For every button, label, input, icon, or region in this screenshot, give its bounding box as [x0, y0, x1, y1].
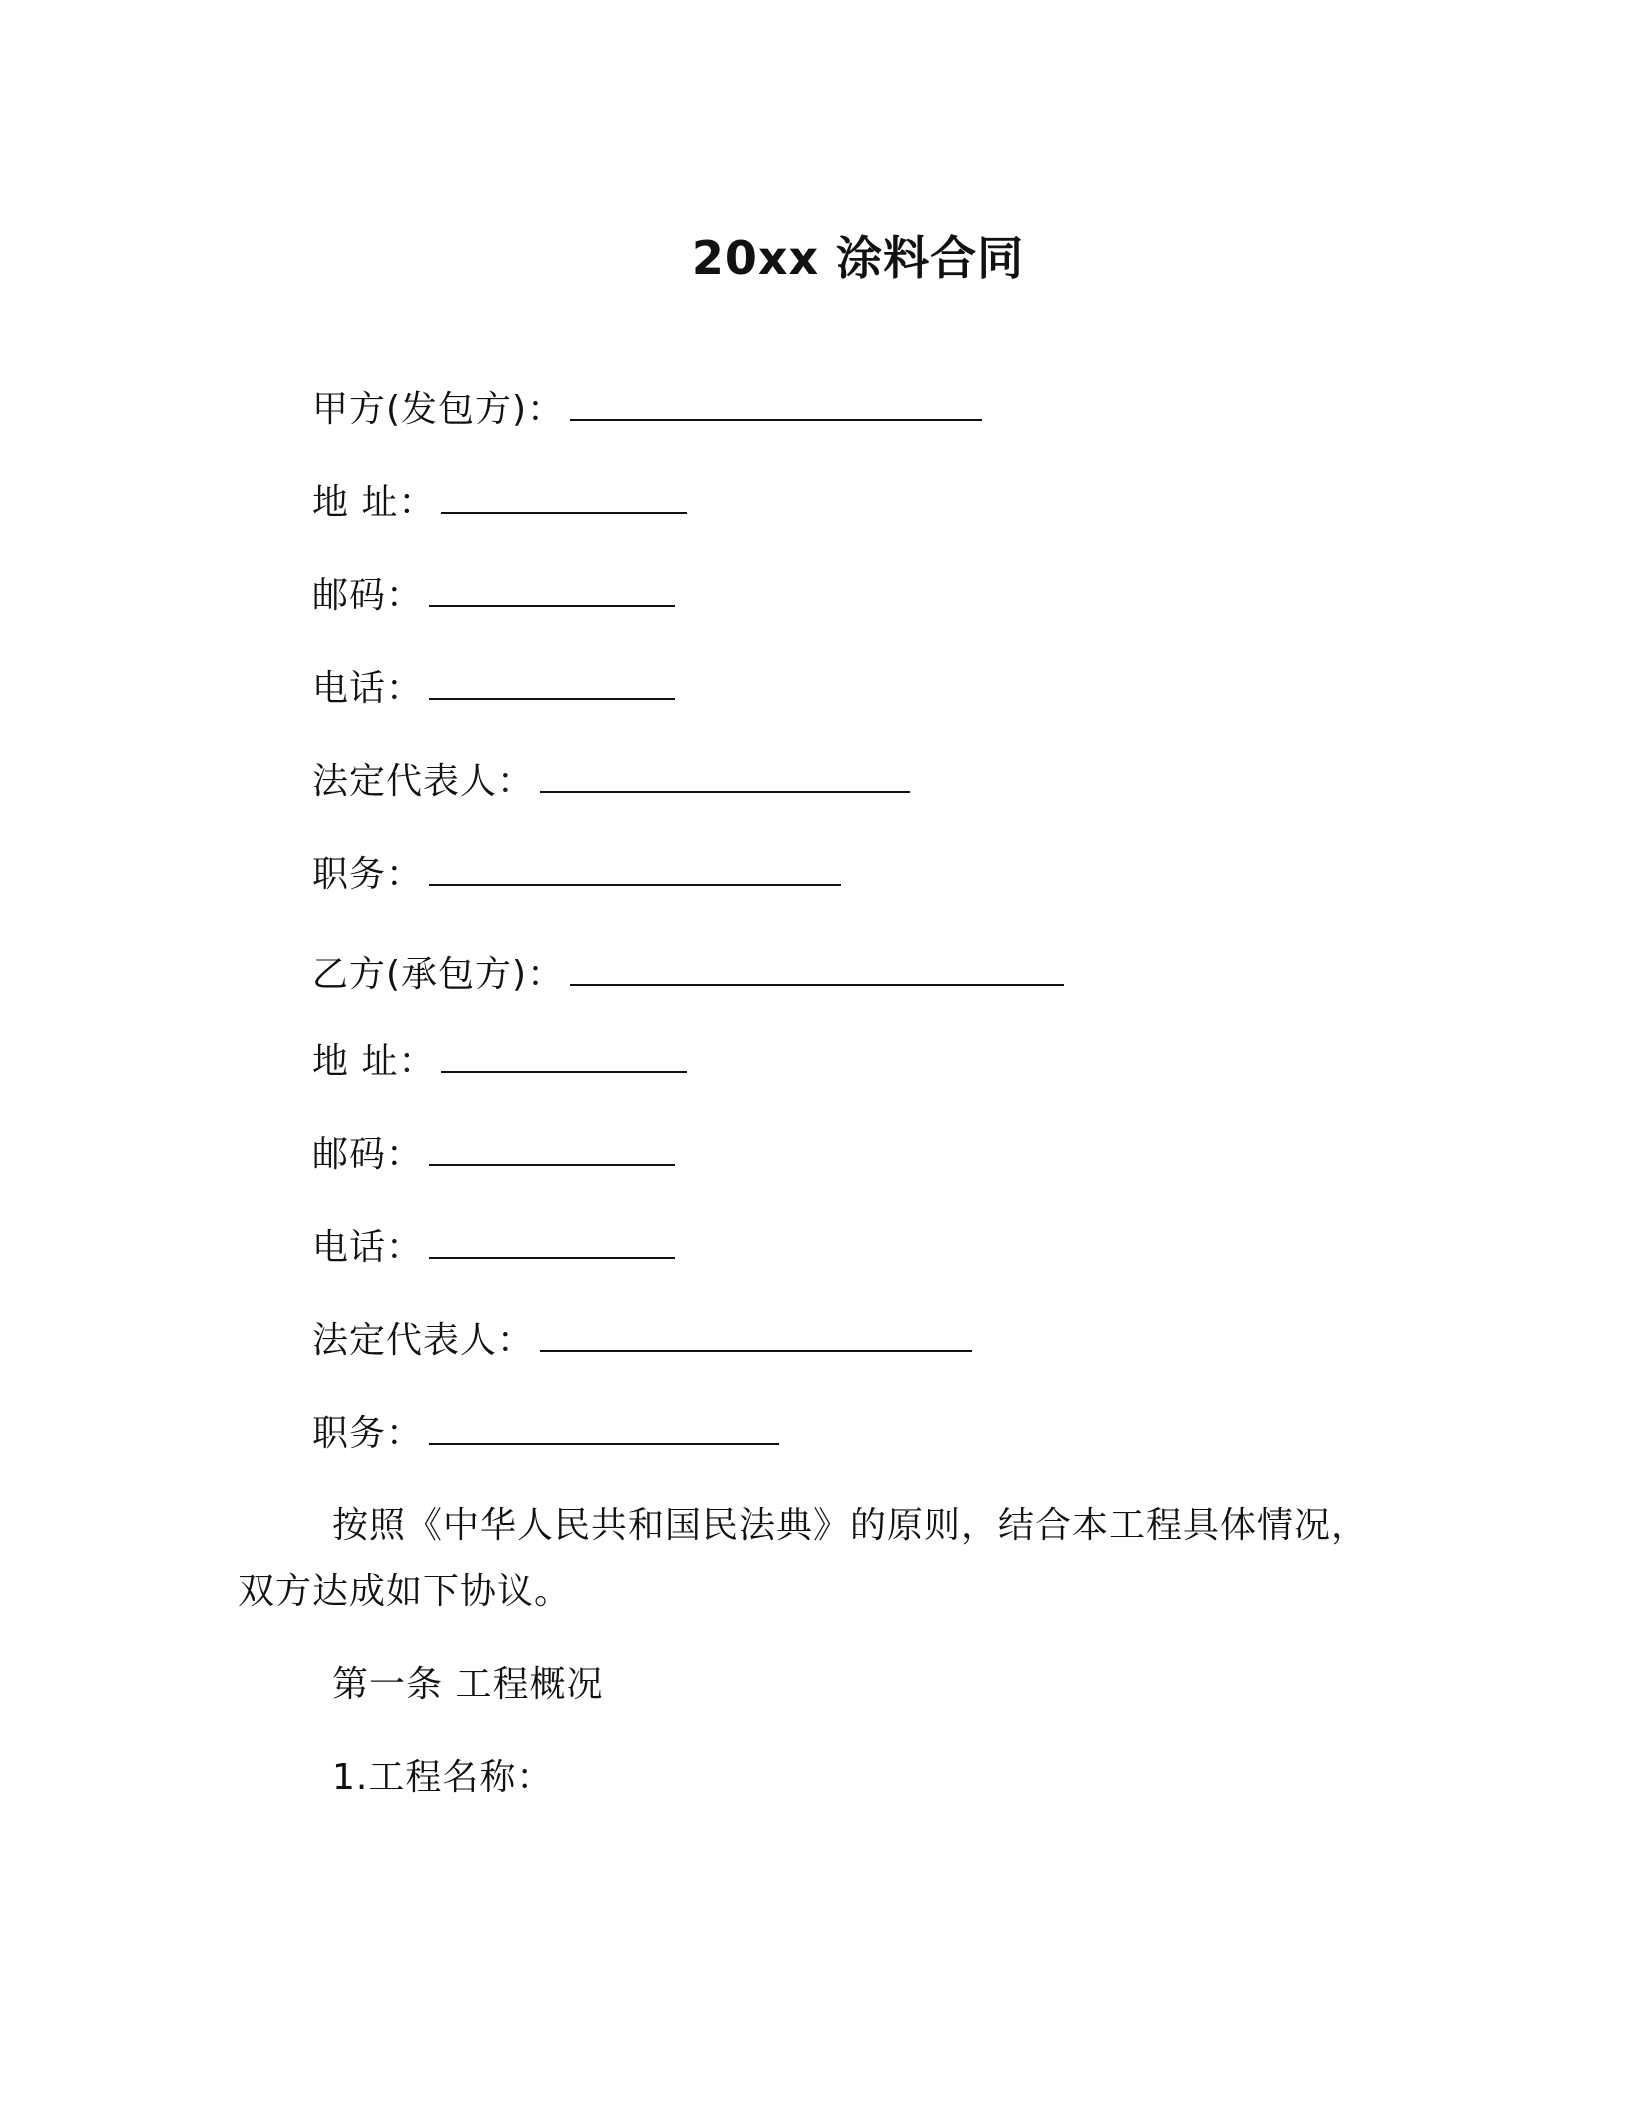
party-b-legal-rep-field: [312, 1316, 972, 1365]
party-a-name-blank[interactable]: [570, 385, 982, 421]
party-b-phone-label: 电话：: [312, 1227, 424, 1268]
item-1-project-name-label: 1.工程名称：: [332, 1757, 554, 1798]
party-a-address-field: [312, 478, 687, 527]
document-title: 20xx 涂料合同: [691, 231, 1025, 285]
party-a-header-field: [312, 385, 982, 434]
party-b-position-label: 职务：: [312, 1413, 424, 1454]
party-b-postcode-blank[interactable]: [429, 1130, 675, 1166]
party-a-phone-field: [312, 664, 675, 713]
party-a-postcode-blank[interactable]: [429, 571, 675, 607]
party-a-legal-rep-field: [312, 757, 910, 806]
party-a-address-label: 地 址：: [312, 482, 436, 523]
party-a-phone-label: 电话：: [312, 668, 424, 709]
party-a-phone-blank[interactable]: [429, 664, 675, 700]
party-b-postcode-label: 邮码：: [312, 1134, 424, 1175]
party-a-postcode-label: 邮码：: [312, 575, 424, 616]
party-b-position-field: [312, 1409, 779, 1458]
party-b-header-label: 乙方(承包方)：: [312, 954, 565, 995]
party-b-legal-rep-label: 法定代表人：: [312, 1320, 535, 1361]
party-a-header-label: 甲方(发包方)：: [312, 389, 565, 430]
party-b-name-blank[interactable]: [570, 950, 1064, 986]
party-a-postcode-field: [312, 571, 675, 620]
party-a-address-blank[interactable]: [441, 478, 687, 514]
intro-paragraph-line-1: 按照《中华人民共和国民法典》的原则，结合本工程具体情况，: [332, 1505, 1369, 1546]
party-a-position-blank[interactable]: [429, 850, 841, 886]
party-a-legal-rep-blank[interactable]: [540, 757, 910, 793]
party-b-postcode-field: [312, 1130, 675, 1179]
party-b-address-field: [312, 1037, 687, 1086]
party-b-phone-blank[interactable]: [429, 1223, 675, 1259]
party-a-position-label: 职务：: [312, 854, 424, 895]
intro-paragraph-line-2: 双方达成如下协议。: [238, 1571, 572, 1612]
party-b-address-blank[interactable]: [441, 1037, 687, 1073]
party-b-header-field: [312, 950, 1064, 999]
party-a-position-field: [312, 850, 841, 899]
article-1-heading: 第一条 工程概况: [332, 1664, 604, 1705]
party-b-position-blank[interactable]: [429, 1409, 779, 1445]
party-b-phone-field: [312, 1223, 675, 1272]
party-a-legal-rep-label: 法定代表人：: [312, 761, 535, 802]
party-b-address-label: 地 址：: [312, 1041, 436, 1082]
party-b-legal-rep-blank[interactable]: [540, 1316, 972, 1352]
